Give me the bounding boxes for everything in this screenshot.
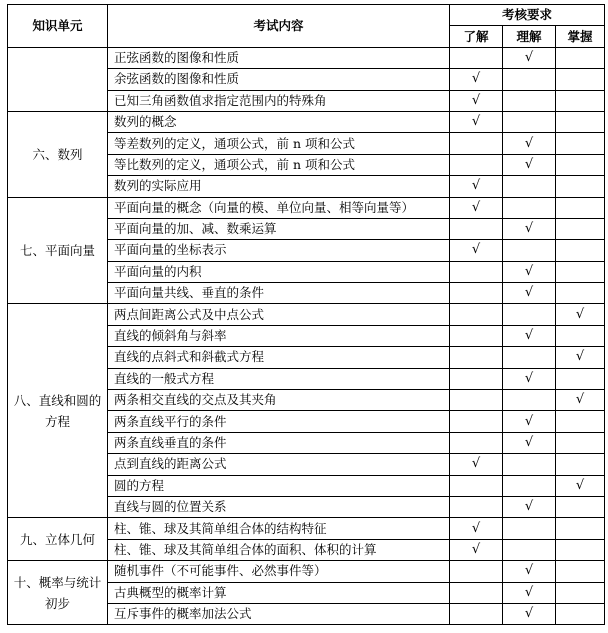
exam-content-cell: 余弦函数的图像和性质 (108, 69, 450, 90)
exam-content-cell: 直线的点斜式和斜截式方程 (108, 347, 450, 368)
exam-content-cell: 柱、锥、球及其简单组合体的结构特征 (108, 518, 450, 539)
knowledge-unit-cell (8, 47, 108, 111)
mark-comprehend-cell: √ (503, 368, 556, 389)
table-body (8, 47, 605, 625)
mark-understand-cell: √ (450, 539, 503, 560)
header-unit: 知识单元 (8, 5, 108, 48)
mark-master-cell (556, 283, 605, 304)
mark-master-cell (556, 261, 605, 282)
mark-comprehend-cell: √ (503, 133, 556, 154)
mark-comprehend-cell (503, 90, 556, 111)
mark-master-cell (556, 368, 605, 389)
mark-master-cell (556, 240, 605, 261)
mark-understand-cell: √ (450, 69, 503, 90)
mark-master-cell (556, 90, 605, 111)
exam-requirements-table (7, 4, 605, 625)
mark-understand-cell (450, 561, 503, 582)
table-row (8, 518, 605, 539)
mark-comprehend-cell (503, 111, 556, 132)
mark-understand-cell (450, 304, 503, 325)
mark-comprehend-cell: √ (503, 154, 556, 175)
mark-master-cell (556, 518, 605, 539)
mark-understand-cell: √ (450, 518, 503, 539)
knowledge-unit-cell: 八、直线和圆的方程 (8, 304, 108, 518)
mark-comprehend-cell (503, 539, 556, 560)
mark-understand-cell (450, 218, 503, 239)
exam-content-cell: 等差数列的定义，通项公式，前 n 项和公式 (108, 133, 450, 154)
mark-comprehend-cell: √ (503, 496, 556, 517)
mark-comprehend-cell: √ (503, 218, 556, 239)
table-row (8, 47, 605, 68)
mark-understand-cell (450, 496, 503, 517)
mark-comprehend-cell (503, 347, 556, 368)
mark-master-cell (556, 496, 605, 517)
mark-understand-cell: √ (450, 176, 503, 197)
mark-understand-cell (450, 390, 503, 411)
mark-comprehend-cell: √ (503, 325, 556, 346)
mark-understand-cell (450, 261, 503, 282)
mark-understand-cell (450, 347, 503, 368)
exam-content-cell: 两条直线平行的条件 (108, 411, 450, 432)
mark-master-cell (556, 154, 605, 175)
mark-understand-cell (450, 154, 503, 175)
mark-understand-cell (450, 368, 503, 389)
mark-master-cell: √ (556, 347, 605, 368)
mark-master-cell (556, 561, 605, 582)
exam-content-cell: 平面向量的概念（向量的模、单位向量、相等向量等） (108, 197, 450, 218)
mark-comprehend-cell: √ (503, 561, 556, 582)
header-requirement: 考核要求 (450, 5, 605, 26)
mark-comprehend-cell (503, 475, 556, 496)
mark-comprehend-cell: √ (503, 47, 556, 68)
mark-master-cell (556, 133, 605, 154)
exam-content-cell: 直线的一般式方程 (108, 368, 450, 389)
mark-comprehend-cell (503, 176, 556, 197)
mark-understand-cell: √ (450, 454, 503, 475)
table-row (8, 561, 605, 582)
exam-content-cell: 平面向量的坐标表示 (108, 240, 450, 261)
exam-content-cell: 点到直线的距离公式 (108, 454, 450, 475)
mark-understand-cell (450, 411, 503, 432)
exam-content-cell: 互斥事件的概率加法公式 (108, 603, 450, 624)
exam-content-cell: 已知三角函数值求指定范围内的特殊角 (108, 90, 450, 111)
header-level-comprehend: 理解 (503, 26, 556, 47)
mark-master-cell (556, 432, 605, 453)
header-row-top (8, 5, 605, 26)
mark-comprehend-cell (503, 69, 556, 90)
mark-master-cell (556, 454, 605, 475)
exam-content-cell: 数列的概念 (108, 111, 450, 132)
mark-master-cell (556, 218, 605, 239)
mark-master-cell: √ (556, 390, 605, 411)
mark-master-cell (556, 582, 605, 603)
mark-master-cell (556, 197, 605, 218)
mark-comprehend-cell (503, 197, 556, 218)
header-content: 考试内容 (108, 5, 450, 48)
mark-master-cell: √ (556, 475, 605, 496)
mark-understand-cell (450, 283, 503, 304)
mark-comprehend-cell (503, 240, 556, 261)
mark-understand-cell (450, 475, 503, 496)
exam-content-cell: 等比数列的定义，通项公式，前 n 项和公式 (108, 154, 450, 175)
header-level-understand: 了解 (450, 26, 503, 47)
mark-comprehend-cell (503, 390, 556, 411)
mark-comprehend-cell (503, 454, 556, 475)
knowledge-unit-cell: 十、概率与统计初步 (8, 561, 108, 625)
exam-content-cell: 两条相交直线的交点及其夹角 (108, 390, 450, 411)
mark-master-cell (556, 539, 605, 560)
exam-content-cell: 直线的倾斜角与斜率 (108, 325, 450, 346)
mark-comprehend-cell: √ (503, 603, 556, 624)
mark-master-cell: √ (556, 304, 605, 325)
mark-comprehend-cell: √ (503, 582, 556, 603)
mark-comprehend-cell: √ (503, 283, 556, 304)
mark-master-cell (556, 69, 605, 90)
mark-understand-cell: √ (450, 240, 503, 261)
table-row (8, 111, 605, 132)
knowledge-unit-cell: 六、数列 (8, 111, 108, 197)
mark-understand-cell (450, 603, 503, 624)
exam-content-cell: 平面向量的加、减、数乘运算 (108, 218, 450, 239)
exam-content-cell: 古典概型的概率计算 (108, 582, 450, 603)
knowledge-unit-cell: 七、平面向量 (8, 197, 108, 304)
exam-content-cell: 直线与圆的位置关系 (108, 496, 450, 517)
mark-understand-cell (450, 582, 503, 603)
mark-understand-cell (450, 432, 503, 453)
exam-content-cell: 数列的实际应用 (108, 176, 450, 197)
exam-content-cell: 柱、锥、球及其简单组合体的面积、体积的计算 (108, 539, 450, 560)
exam-content-cell: 随机事件（不可能事件、必然事件等） (108, 561, 450, 582)
knowledge-unit-cell: 九、立体几何 (8, 518, 108, 561)
exam-content-cell: 两点间距离公式及中点公式 (108, 304, 450, 325)
mark-comprehend-cell: √ (503, 261, 556, 282)
mark-understand-cell (450, 325, 503, 346)
mark-master-cell (556, 325, 605, 346)
mark-understand-cell (450, 133, 503, 154)
mark-master-cell (556, 411, 605, 432)
exam-content-cell: 两条直线垂直的条件 (108, 432, 450, 453)
exam-content-cell: 正弦函数的图像和性质 (108, 47, 450, 68)
mark-master-cell (556, 111, 605, 132)
mark-comprehend-cell (503, 304, 556, 325)
table-header (8, 5, 605, 48)
exam-content-cell: 平面向量共线、垂直的条件 (108, 283, 450, 304)
exam-content-cell: 平面向量的内积 (108, 261, 450, 282)
mark-understand-cell: √ (450, 197, 503, 218)
exam-content-cell: 圆的方程 (108, 475, 450, 496)
mark-understand-cell: √ (450, 111, 503, 132)
mark-comprehend-cell (503, 518, 556, 539)
mark-master-cell (556, 603, 605, 624)
mark-understand-cell (450, 47, 503, 68)
mark-comprehend-cell: √ (503, 411, 556, 432)
table-row (8, 304, 605, 325)
table-row (8, 197, 605, 218)
mark-master-cell (556, 47, 605, 68)
mark-understand-cell: √ (450, 90, 503, 111)
header-level-master: 掌握 (556, 26, 605, 47)
mark-master-cell (556, 176, 605, 197)
mark-comprehend-cell: √ (503, 432, 556, 453)
